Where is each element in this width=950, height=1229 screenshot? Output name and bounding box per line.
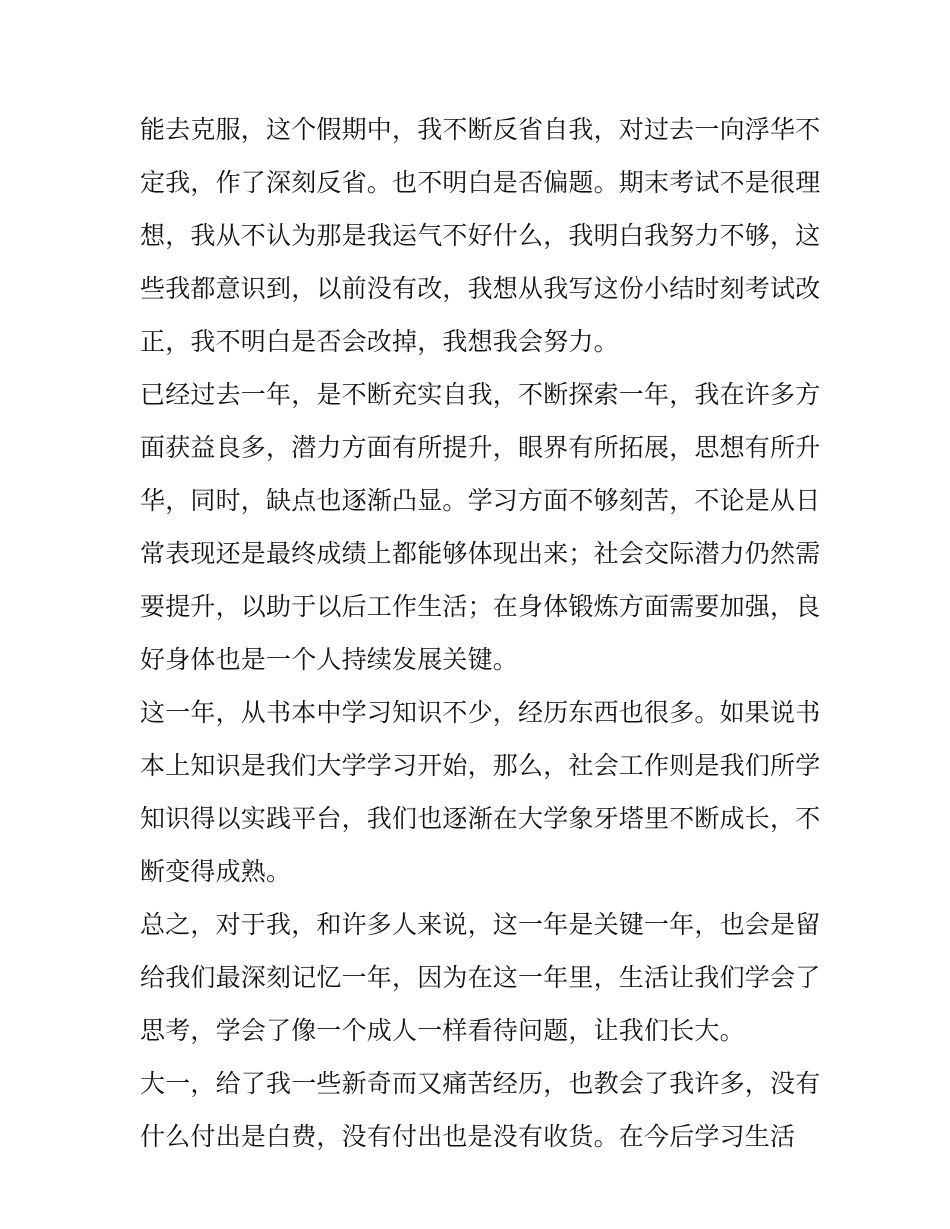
- text-line: 什么付出是白费，没有付出也是没有收货。在今后学习生活: [140, 1122, 796, 1151]
- text-line: 知识得以实践平台，我们也逐渐在大学象牙塔里不断成长，不: [140, 804, 821, 833]
- paragraph-3: [140, 686, 820, 898]
- text-line: 正，我不明白是否会改掉，我想我会努力。: [140, 327, 619, 356]
- text-line: 要提升，以助于以后工作生活；在身体锻炼方面需要加强，良: [140, 592, 821, 621]
- text-line: 这一年，从书本中学习知识不少，经历东西也很多。如果说书: [140, 698, 821, 727]
- text-line: 定我，作了深刻反省。也不明白是否偏题。期末考试不是很理: [140, 168, 821, 197]
- document-body: [140, 103, 820, 1163]
- text-line: 些我都意识到，以前没有改，我想从我写这份小结时刻考试改: [140, 274, 821, 303]
- text-line: 给我们最深刻记忆一年，因为在这一年里，生活让我们学会了: [140, 963, 821, 992]
- text-line: 断变得成熟。: [140, 857, 292, 886]
- text-line: 总之，对于我，和许多人来说，这一年是关键一年，也会是留: [140, 910, 821, 939]
- text-line: 已经过去一年，是不断充实自我，不断探索一年，我在许多方: [140, 380, 821, 409]
- text-line: 面获益良多，潜力方面有所提升，眼界有所拓展，思想有所升: [140, 433, 821, 462]
- paragraph-1: [140, 103, 820, 368]
- text-line: 想，我从不认为那是我运气不好什么，我明白我努力不够，这: [140, 221, 821, 250]
- paragraph-5: [140, 1057, 820, 1163]
- text-line: 大一，给了我一些新奇而又痛苦经历，也教会了我许多，没有: [140, 1069, 821, 1098]
- text-line: 常表现还是最终成绩上都能够体现出来；社会交际潜力仍然需: [140, 539, 821, 568]
- text-line: 好身体也是一个人持续发展关键。: [140, 645, 519, 674]
- text-line: 本上知识是我们大学学习开始，那么，社会工作则是我们所学: [140, 751, 821, 780]
- paragraph-4: [140, 898, 820, 1057]
- text-line: 思考，学会了像一个成人一样看待问题，让我们长大。: [140, 1016, 745, 1045]
- text-line: 华，同时，缺点也逐渐凸显。学习方面不够刻苦，不论是从日: [140, 486, 821, 515]
- text-line: 能去克服，这个假期中，我不断反省自我，对过去一向浮华不: [140, 115, 821, 144]
- paragraph-2: [140, 368, 820, 686]
